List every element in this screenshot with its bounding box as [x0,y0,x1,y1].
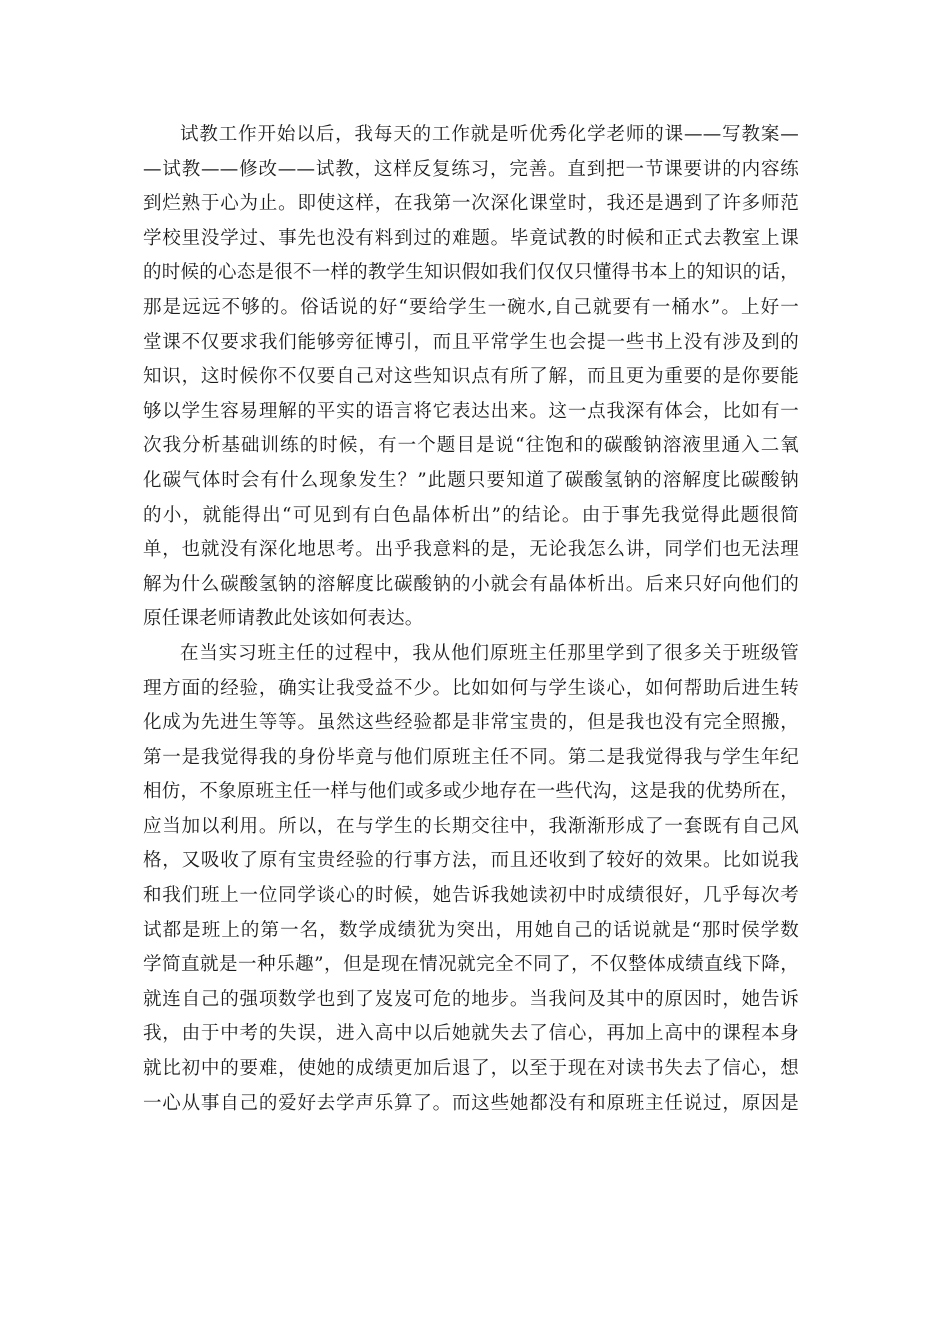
document-body [143,118,799,1121]
text-line: 第一是我觉得我的身份毕竟与他们原班主任不同。第二是我觉得我与学生年纪 [143,746,799,768]
text-line: 知识，这时候你不仅要自己对这些知识点有所了解，而且更为重要的是你要能 [143,366,799,388]
text-line: 应当加以利用。所以，在与学生的长期交往中，我渐渐形成了一套既有自己风 [143,815,799,837]
text-line: 我，由于中考的失误，进入高中以后她就失去了信心，再加上高中的课程本身 [143,1023,799,1045]
text-line: 学简直就是一种乐趣”，但是现在情况就完全不同了，不仅整体成绩直线下降， [143,954,799,976]
text-line: —试教——修改——试教，这样反复练习，完善。直到把一节课要讲的内容练 [143,158,799,180]
text-line: 解为什么碳酸氢钠的溶解度比碳酸钠的小就会有晶体析出。后来只好向他们的 [143,573,799,595]
text-line: 一心从事自己的爱好去学声乐算了。而这些她都没有和原班主任说过，原因是 [143,1092,799,1114]
text-line: 的小，就能得出“可见到有白色晶体析出”的结论。由于事先我觉得此题很简 [143,504,799,526]
text-line: 就连自己的强项数学也到了岌岌可危的地步。当我问及其中的原因时，她告诉 [143,988,799,1010]
text-line: 试都是班上的第一名，数学成绩犹为突出，用她自己的话说就是“那时侯学数 [143,919,799,941]
text-line: 化成为先进生等等。虽然这些经验都是非常宝贵的，但是我也没有完全照搬， [143,712,799,734]
text-line: 试教工作开始以后，我每天的工作就是听优秀化学老师的课——写教案— [180,124,799,145]
text-line: 就比初中的要难，使她的成绩更加后退了，以至于现在对读书失去了信心，想 [143,1058,799,1080]
text-line: 的时候的心态是很不一样的教学生知识假如我们仅仅只懂得书本上的知识的话， [143,262,799,284]
text-line: 格，又吸收了原有宝贵经验的行事方法，而且还收到了较好的效果。比如说我 [143,850,799,872]
text-line: 单，也就没有深化地思考。出乎我意料的是，无论我怎么讲，同学们也无法理 [143,539,799,561]
text-line: 堂课不仅要求我们能够旁征博引，而且平常学生也会提一些书上没有涉及到的 [143,331,799,353]
text-line: 原任课老师请教此处该如何表达。 [143,608,424,630]
paragraph-2 [143,637,799,1121]
paragraph-1 [143,118,799,637]
text-line: 理方面的经验，确实让我受益不少。比如如何与学生谈心，如何帮助后进生转 [143,677,799,699]
text-line: 那是远远不够的。俗话说的好“要给学生一碗水,自己就要有一桶水”。上好一 [143,296,799,318]
text-line: 次我分析基础训练的时候，有一个题目是说“往饱和的碳酸钠溶液里通入二氧 [143,435,799,457]
text-line: 和我们班上一位同学谈心的时候，她告诉我她读初中时成绩很好，几乎每次考 [143,885,799,907]
text-line: 化碳气体时会有什么现象发生？”此题只要知道了碳酸氢钠的溶解度比碳酸钠 [143,469,799,491]
text-line: 学校里没学过、事先也没有料到过的难题。毕竟试教的时候和正式去教室上课 [143,227,799,249]
text-line: 相仿，不象原班主任一样与他们或多或少地存在一些代沟，这是我的优势所在， [143,781,799,803]
text-line: 在当实习班主任的过程中，我从他们原班主任那里学到了很多关于班级管 [180,642,799,664]
text-line: 到烂熟于心为止。即使这样，在我第一次深化课堂时，我还是遇到了许多师范 [143,193,799,215]
text-line: 够以学生容易理解的平实的语言将它表达出来。这一点我深有体会，比如有一 [143,400,799,422]
